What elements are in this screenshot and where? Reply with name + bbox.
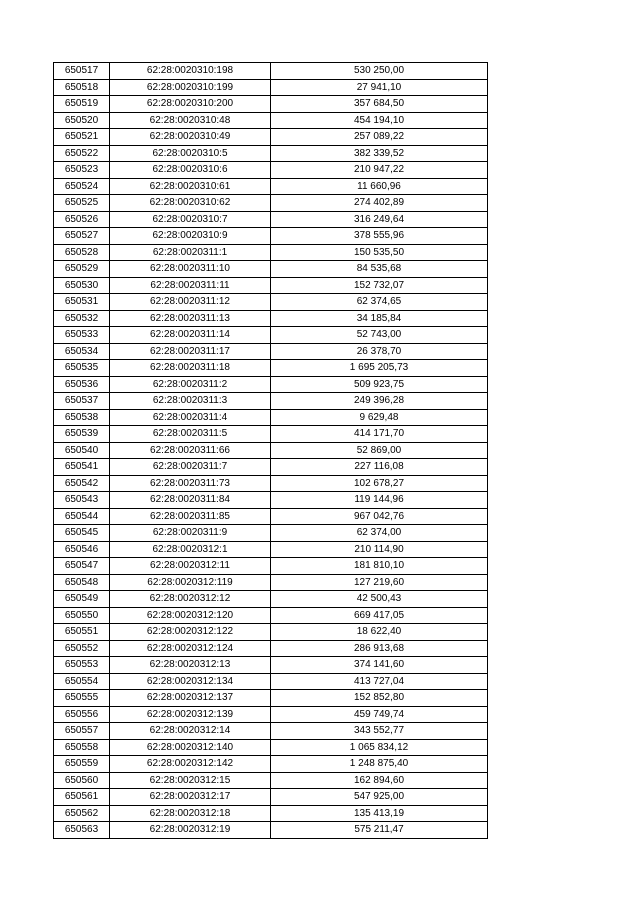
cadastral-number-cell: 62:28:0020310:9 (110, 228, 271, 245)
cadastral-number-cell: 62:28:0020310:200 (110, 96, 271, 113)
value-cell: 152 852,80 (271, 690, 488, 707)
value-cell: 34 185,84 (271, 310, 488, 327)
value-cell: 52 869,00 (271, 442, 488, 459)
cadastral-number-cell: 62:28:0020312:14 (110, 723, 271, 740)
cadastral-number-cell: 62:28:0020311:12 (110, 294, 271, 311)
value-cell: 509 923,75 (271, 376, 488, 393)
cadastral-number-cell: 62:28:0020312:18 (110, 805, 271, 822)
value-cell: 152 732,07 (271, 277, 488, 294)
row-number-cell: 650558 (54, 739, 110, 756)
row-number-cell: 650520 (54, 112, 110, 129)
row-number-cell: 650540 (54, 442, 110, 459)
value-cell: 11 660,96 (271, 178, 488, 195)
cadastral-number-cell: 62:28:0020312:13 (110, 657, 271, 674)
row-number-cell: 650541 (54, 459, 110, 476)
table-row (54, 211, 488, 228)
cadastral-number-cell: 62:28:0020310:49 (110, 129, 271, 146)
table-row (54, 673, 488, 690)
cadastral-number-cell: 62:28:0020312:140 (110, 739, 271, 756)
value-cell: 1 065 834,12 (271, 739, 488, 756)
row-number-cell: 650522 (54, 145, 110, 162)
value-cell: 181 810,10 (271, 558, 488, 575)
cadastral-number-cell: 62:28:0020312:15 (110, 772, 271, 789)
cadastral-number-cell: 62:28:0020311:7 (110, 459, 271, 476)
table-row (54, 574, 488, 591)
cadastral-number-cell: 62:28:0020312:17 (110, 789, 271, 806)
cadastral-number-cell: 62:28:0020312:142 (110, 756, 271, 773)
table-row (54, 426, 488, 443)
table-row (54, 178, 488, 195)
table-row (54, 657, 488, 674)
value-cell: 42 500,43 (271, 591, 488, 608)
row-number-cell: 650544 (54, 508, 110, 525)
row-number-cell: 650533 (54, 327, 110, 344)
row-number-cell: 650557 (54, 723, 110, 740)
table-row (54, 475, 488, 492)
value-cell: 669 417,05 (271, 607, 488, 624)
row-number-cell: 650530 (54, 277, 110, 294)
row-number-cell: 650556 (54, 706, 110, 723)
table-row (54, 624, 488, 641)
table-row (54, 739, 488, 756)
value-cell: 413 727,04 (271, 673, 488, 690)
row-number-cell: 650550 (54, 607, 110, 624)
table-row (54, 195, 488, 212)
value-cell: 257 089,22 (271, 129, 488, 146)
value-cell: 286 913,68 (271, 640, 488, 657)
cadastral-number-cell: 62:28:0020311:18 (110, 360, 271, 377)
row-number-cell: 650525 (54, 195, 110, 212)
value-cell: 135 413,19 (271, 805, 488, 822)
row-number-cell: 650535 (54, 360, 110, 377)
row-number-cell: 650561 (54, 789, 110, 806)
table-row (54, 492, 488, 509)
cadastral-number-cell: 62:28:0020312:139 (110, 706, 271, 723)
value-cell: 27 941,10 (271, 79, 488, 96)
cadastral-number-cell: 62:28:0020312:120 (110, 607, 271, 624)
row-number-cell: 650523 (54, 162, 110, 179)
cadastral-number-cell: 62:28:0020311:5 (110, 426, 271, 443)
cadastral-number-cell: 62:28:0020311:85 (110, 508, 271, 525)
cadastral-number-cell: 62:28:0020311:66 (110, 442, 271, 459)
row-number-cell: 650553 (54, 657, 110, 674)
row-number-cell: 650551 (54, 624, 110, 641)
value-cell: 575 211,47 (271, 822, 488, 839)
row-number-cell: 650538 (54, 409, 110, 426)
value-cell: 1 695 205,73 (271, 360, 488, 377)
value-cell: 343 552,77 (271, 723, 488, 740)
table-row (54, 162, 488, 179)
table-row (54, 327, 488, 344)
table-row (54, 541, 488, 558)
table-row (54, 294, 488, 311)
row-number-cell: 650519 (54, 96, 110, 113)
value-cell: 274 402,89 (271, 195, 488, 212)
cadastral-number-cell: 62:28:0020311:9 (110, 525, 271, 542)
row-number-cell: 650524 (54, 178, 110, 195)
value-cell: 52 743,00 (271, 327, 488, 344)
value-cell: 316 249,64 (271, 211, 488, 228)
cadastral-number-cell: 62:28:0020310:7 (110, 211, 271, 228)
row-number-cell: 650552 (54, 640, 110, 657)
cadastral-number-cell: 62:28:0020311:3 (110, 393, 271, 410)
value-cell: 162 894,60 (271, 772, 488, 789)
row-number-cell: 650563 (54, 822, 110, 839)
value-cell: 967 042,76 (271, 508, 488, 525)
row-number-cell: 650521 (54, 129, 110, 146)
table-row (54, 690, 488, 707)
value-cell: 62 374,65 (271, 294, 488, 311)
cadastral-number-cell: 62:28:0020312:124 (110, 640, 271, 657)
value-cell: 357 684,50 (271, 96, 488, 113)
cadastral-number-cell: 62:28:0020312:11 (110, 558, 271, 575)
cadastral-number-cell: 62:28:0020311:11 (110, 277, 271, 294)
value-cell: 1 248 875,40 (271, 756, 488, 773)
table-row (54, 343, 488, 360)
value-cell: 249 396,28 (271, 393, 488, 410)
value-cell: 414 171,70 (271, 426, 488, 443)
cadastral-number-cell: 62:28:0020310:62 (110, 195, 271, 212)
row-number-cell: 650531 (54, 294, 110, 311)
table-row (54, 772, 488, 789)
cadastral-number-cell: 62:28:0020310:5 (110, 145, 271, 162)
value-cell: 459 749,74 (271, 706, 488, 723)
cadastral-number-cell: 62:28:0020312:1 (110, 541, 271, 558)
table-row (54, 591, 488, 608)
row-number-cell: 650562 (54, 805, 110, 822)
table-row (54, 112, 488, 129)
cadastral-number-cell: 62:28:0020312:137 (110, 690, 271, 707)
cadastral-number-cell: 62:28:0020311:1 (110, 244, 271, 261)
value-cell: 547 925,00 (271, 789, 488, 806)
cadastral-number-cell: 62:28:0020311:10 (110, 261, 271, 278)
table-row (54, 360, 488, 377)
row-number-cell: 650534 (54, 343, 110, 360)
value-cell: 382 339,52 (271, 145, 488, 162)
table-row (54, 409, 488, 426)
cadastral-number-cell: 62:28:0020310:199 (110, 79, 271, 96)
row-number-cell: 650536 (54, 376, 110, 393)
table-row (54, 79, 488, 96)
table-row (54, 640, 488, 657)
row-number-cell: 650529 (54, 261, 110, 278)
row-number-cell: 650560 (54, 772, 110, 789)
row-number-cell: 650537 (54, 393, 110, 410)
table-row (54, 508, 488, 525)
row-number-cell: 650518 (54, 79, 110, 96)
table-row (54, 63, 488, 80)
table-row (54, 145, 488, 162)
cadastral-number-cell: 62:28:0020311:84 (110, 492, 271, 509)
row-number-cell: 650528 (54, 244, 110, 261)
value-cell: 102 678,27 (271, 475, 488, 492)
value-cell: 210 114,90 (271, 541, 488, 558)
row-number-cell: 650545 (54, 525, 110, 542)
cadastral-number-cell: 62:28:0020311:2 (110, 376, 271, 393)
cadastral-number-cell: 62:28:0020310:198 (110, 63, 271, 80)
cadastral-number-cell: 62:28:0020312:12 (110, 591, 271, 608)
cadastral-number-cell: 62:28:0020311:13 (110, 310, 271, 327)
table-row (54, 310, 488, 327)
value-cell: 374 141,60 (271, 657, 488, 674)
table-row (54, 723, 488, 740)
row-number-cell: 650532 (54, 310, 110, 327)
row-number-cell: 650555 (54, 690, 110, 707)
table-row (54, 756, 488, 773)
value-cell: 84 535,68 (271, 261, 488, 278)
value-cell: 62 374,00 (271, 525, 488, 542)
table-row (54, 789, 488, 806)
table-row (54, 558, 488, 575)
cadastral-number-cell: 62:28:0020310:48 (110, 112, 271, 129)
table-row (54, 376, 488, 393)
row-number-cell: 650543 (54, 492, 110, 509)
table-row (54, 459, 488, 476)
value-cell: 454 194,10 (271, 112, 488, 129)
row-number-cell: 650549 (54, 591, 110, 608)
table-row (54, 393, 488, 410)
value-cell: 127 219,60 (271, 574, 488, 591)
value-cell: 378 555,96 (271, 228, 488, 245)
row-number-cell: 650539 (54, 426, 110, 443)
table-body (54, 63, 488, 839)
row-number-cell: 650554 (54, 673, 110, 690)
table-row (54, 822, 488, 839)
table-row (54, 442, 488, 459)
cadastral-number-cell: 62:28:0020312:119 (110, 574, 271, 591)
table-row (54, 706, 488, 723)
table-row (54, 129, 488, 146)
value-cell: 9 629,48 (271, 409, 488, 426)
cadastral-number-cell: 62:28:0020311:17 (110, 343, 271, 360)
row-number-cell: 650542 (54, 475, 110, 492)
cadastral-number-cell: 62:28:0020311:14 (110, 327, 271, 344)
table-row (54, 261, 488, 278)
cadastral-number-cell: 62:28:0020311:4 (110, 409, 271, 426)
row-number-cell: 650517 (54, 63, 110, 80)
cadastral-number-cell: 62:28:0020312:122 (110, 624, 271, 641)
table-row (54, 607, 488, 624)
cadastral-number-cell: 62:28:0020311:73 (110, 475, 271, 492)
row-number-cell: 650526 (54, 211, 110, 228)
table-row (54, 805, 488, 822)
table-row (54, 96, 488, 113)
cadastral-number-cell: 62:28:0020310:61 (110, 178, 271, 195)
cadastral-value-table (53, 62, 488, 839)
value-cell: 150 535,50 (271, 244, 488, 261)
value-cell: 26 378,70 (271, 343, 488, 360)
table-row (54, 244, 488, 261)
row-number-cell: 650527 (54, 228, 110, 245)
value-cell: 227 116,08 (271, 459, 488, 476)
table-row (54, 277, 488, 294)
row-number-cell: 650548 (54, 574, 110, 591)
cadastral-number-cell: 62:28:0020312:134 (110, 673, 271, 690)
cadastral-number-cell: 62:28:0020312:19 (110, 822, 271, 839)
value-cell: 530 250,00 (271, 63, 488, 80)
value-cell: 210 947,22 (271, 162, 488, 179)
cadastral-number-cell: 62:28:0020310:6 (110, 162, 271, 179)
row-number-cell: 650547 (54, 558, 110, 575)
table-row (54, 525, 488, 542)
value-cell: 119 144,96 (271, 492, 488, 509)
row-number-cell: 650559 (54, 756, 110, 773)
value-cell: 18 622,40 (271, 624, 488, 641)
row-number-cell: 650546 (54, 541, 110, 558)
table-row (54, 228, 488, 245)
